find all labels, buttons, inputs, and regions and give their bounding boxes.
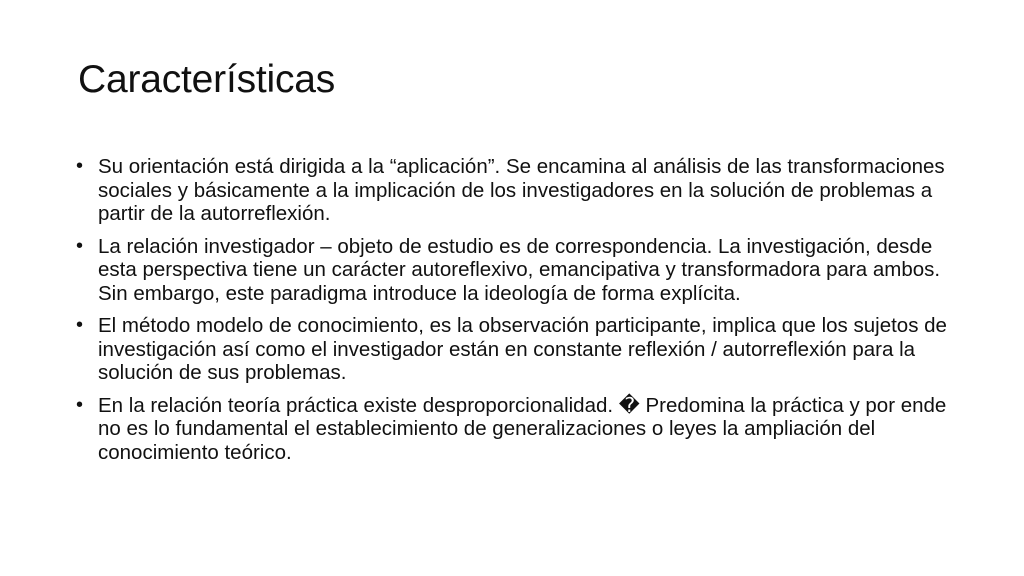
bullet-item-1: [76, 155, 956, 226]
bullet-text: Su orientación está dirigida a la “aplicación”. Se encamina al análisis de las transformaciones sociales y básicamente a la implicación de los investigadores en la solución de problemas a partir de la autorreflexión.: [98, 155, 945, 225]
bullet-text: El método modelo de conocimiento, es la observación participante, implica que los sujetos de investigación así como el investigador están en constante reflexión / autorreflexión para la solución de sus problemas.: [98, 314, 947, 384]
bullet-item-3: [76, 314, 956, 385]
bullet-list: [76, 155, 956, 473]
bullet-item-2: [76, 235, 956, 306]
bullet-marker: •: [76, 393, 84, 416]
bullet-marker: •: [76, 234, 84, 257]
bullet-text: La relación investigador – objeto de estudio es de correspondencia. La investigación, desde esta perspectiva tiene un carácter autoreflexivo, emancipativa y transformadora para ambos. Sin embargo, este paradigma introduce la ideología de forma explícita.: [98, 234, 941, 305]
bullet-marker: •: [76, 314, 84, 336]
bullet-marker: •: [76, 155, 84, 177]
bullet-item-4: [76, 394, 956, 465]
bullet-text: En la relación teoría práctica existe desproporcionalidad. � Predomina la práctica y por ende no es lo fundamental el establecimiento de generalizaciones o leyes la ampliación del conocimiento teórico.: [98, 393, 947, 464]
slide-title: Características: [78, 58, 336, 101]
